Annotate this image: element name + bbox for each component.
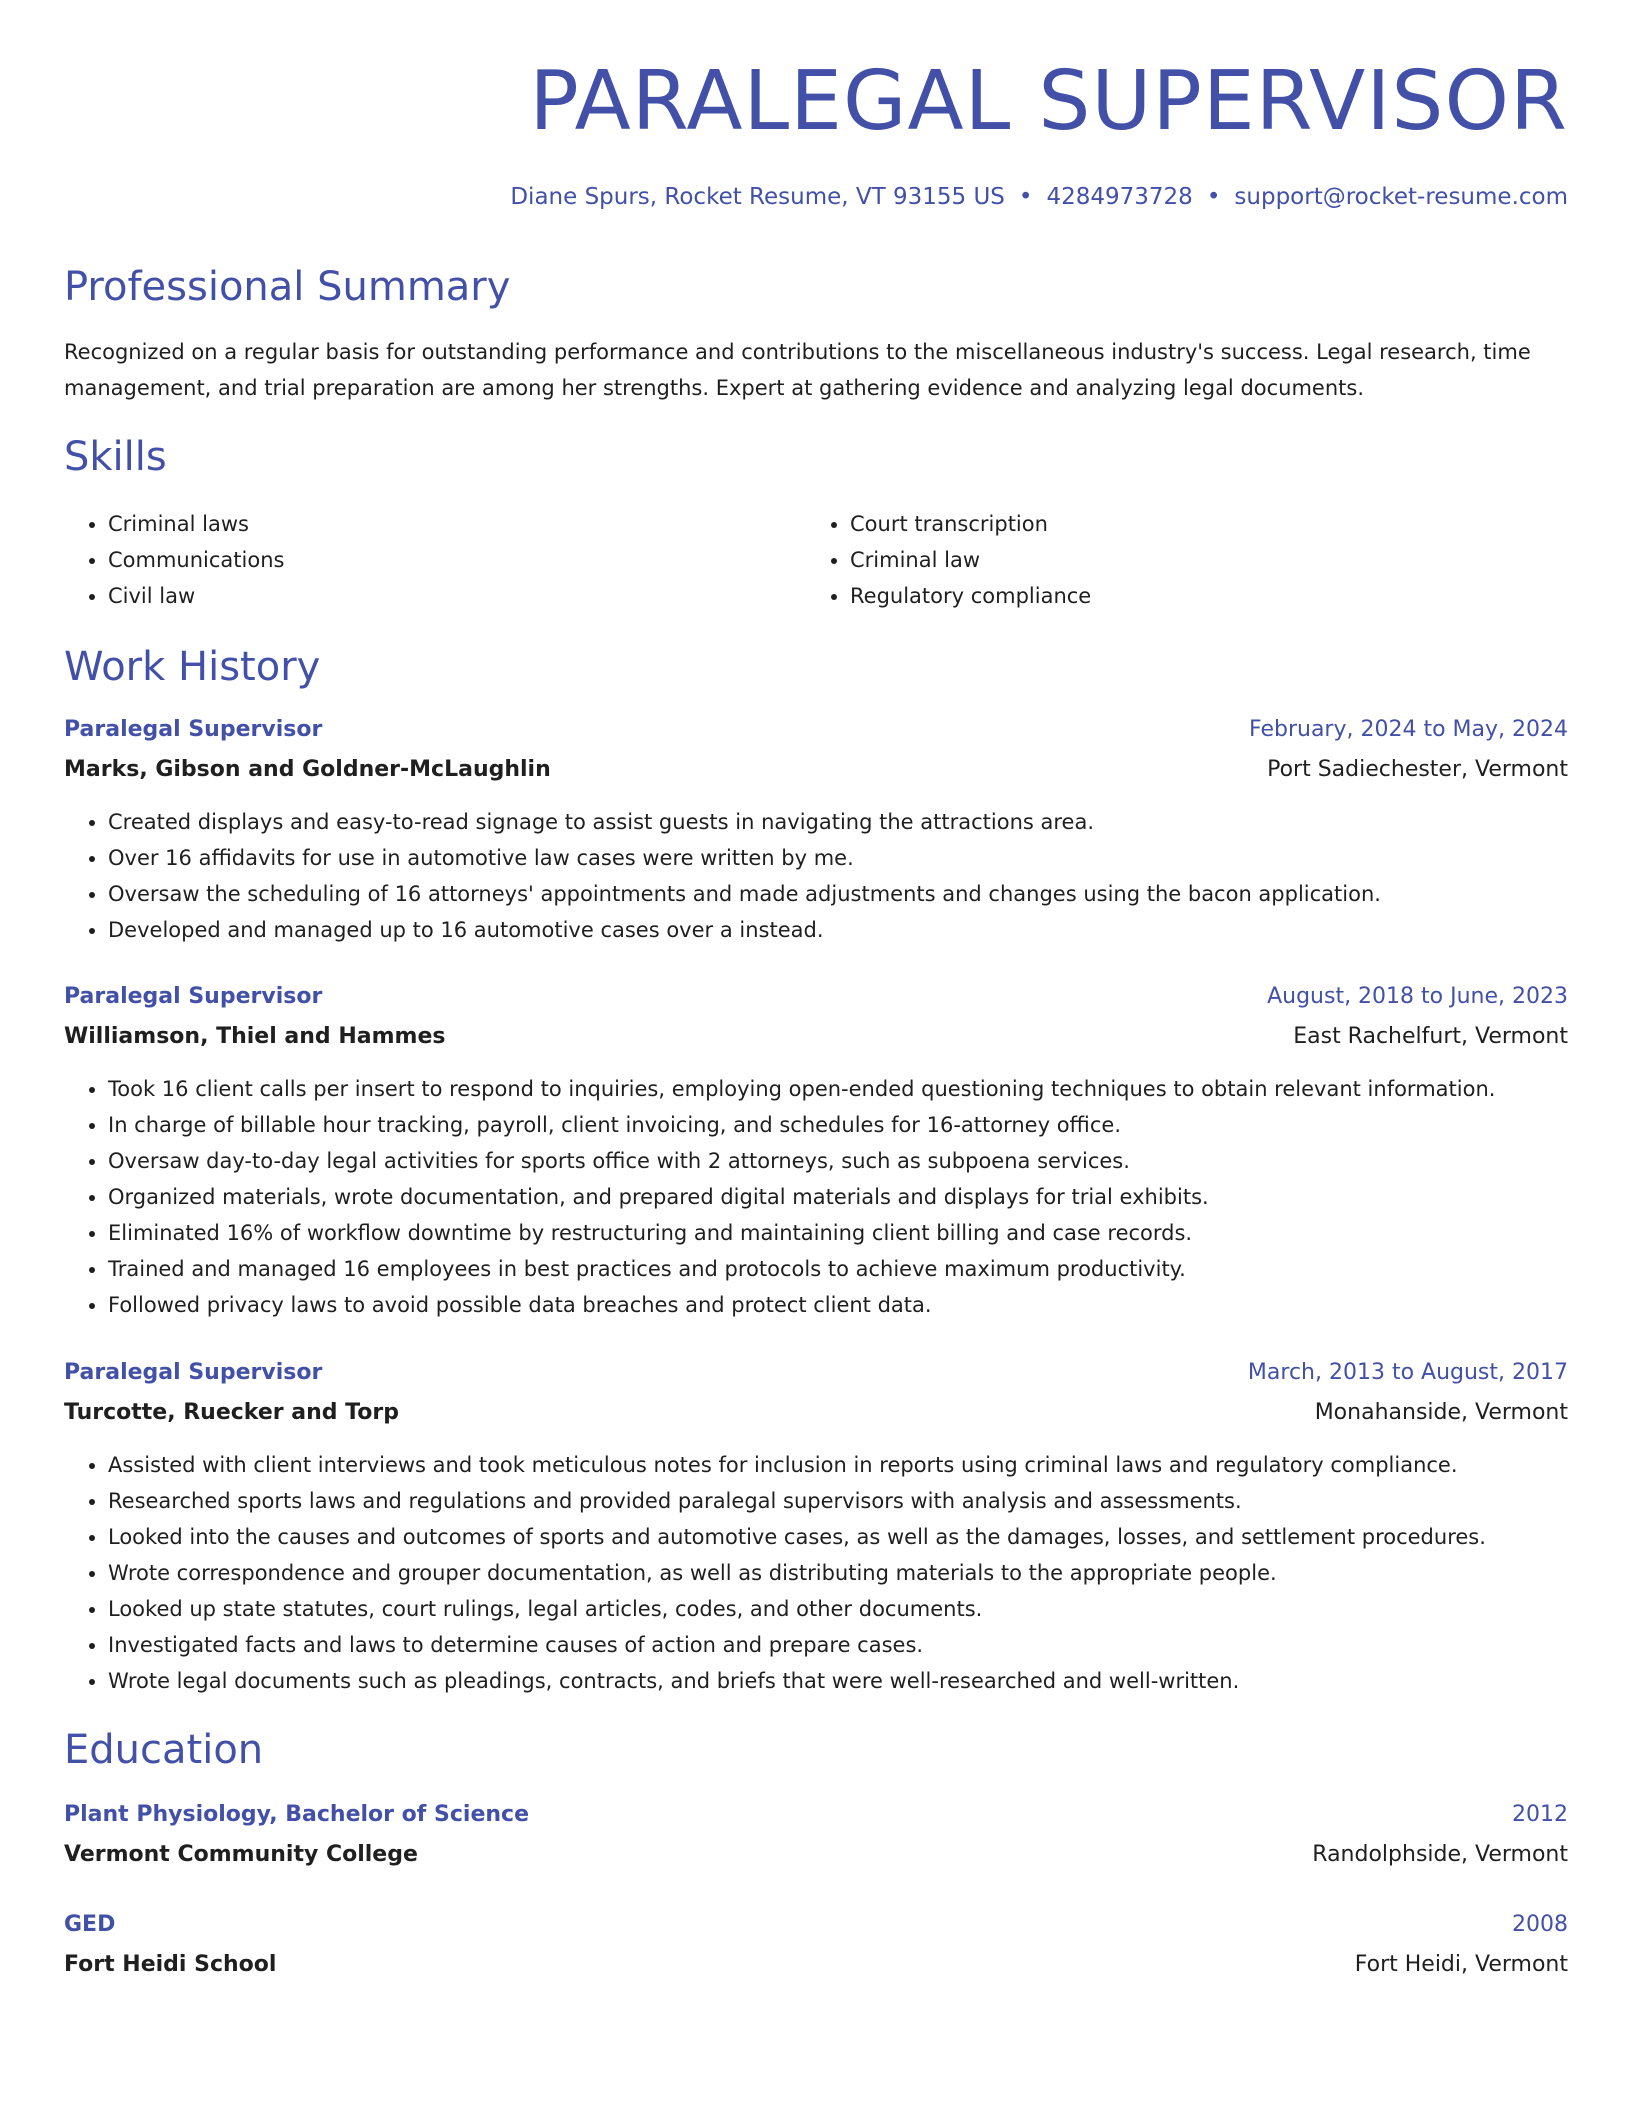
job-location: Monahanside, Vermont: [1314, 1400, 1568, 1425]
education-degree: Plant Physiology, Bachelor of Science: [64, 1802, 529, 1827]
job-bullet: • Oversaw the scheduling of 16 attorneys' appointments and made adjustments and changes using the bacon application.: [108, 876, 1568, 912]
contact-email[interactable]: support@rocket-resume.com: [1234, 184, 1568, 210]
job-dates: March, 2013 to August, 2017: [1247, 1360, 1568, 1385]
skills-heading: Skills: [64, 434, 167, 480]
skills-list-right: [806, 506, 1091, 614]
skills-list-left: [64, 506, 284, 614]
job-bullet: • Investigated facts and laws to determine causes of action and prepare cases.: [108, 1627, 1568, 1663]
job-bullet: • Over 16 affidavits for use in automotive law cases were written by me.: [108, 840, 1568, 876]
contact-line: [510, 180, 1568, 214]
job-bullet: • Wrote legal documents such as pleadings, contracts, and briefs that were well-researched and well-written.: [108, 1663, 1568, 1699]
education-header: [64, 1907, 1568, 1943]
job-company: Marks, Gibson and Goldner-McLaughlin: [64, 757, 551, 782]
job-bullets: [64, 1447, 1568, 1699]
job-company: Turcotte, Ruecker and Torp: [64, 1400, 399, 1425]
job-bullet: • Followed privacy laws to avoid possible data breaches and protect client data.: [108, 1287, 1568, 1323]
job-bullets: [64, 1071, 1568, 1323]
job-title: Paralegal Supervisor: [64, 984, 323, 1009]
skill-item: • Communications: [108, 542, 284, 578]
education-year: 2008: [1512, 1912, 1568, 1937]
contact-address: Diane Spurs, Rocket Resume, VT 93155 US: [510, 184, 1005, 210]
job-bullet: • Created displays and easy-to-read signage to assist guests in navigating the attractions area.: [108, 804, 1568, 840]
job-header: [64, 1355, 1568, 1391]
resume-title: PARALEGAL SUPERVISOR: [529, 54, 1568, 149]
education-header: [64, 1797, 1568, 1833]
job-bullet: • Looked up state statutes, court rulings, legal articles, codes, and other documents.: [108, 1591, 1568, 1627]
job-bullet: • In charge of billable hour tracking, payroll, client invoicing, and schedules for 16-attorney office.: [108, 1107, 1568, 1143]
skill-item: • Regulatory compliance: [850, 578, 1091, 614]
education-school-row: [64, 1837, 1568, 1873]
education-degree: GED: [64, 1912, 116, 1937]
job-bullets: [64, 804, 1568, 948]
job-bullet: • Took 16 client calls per insert to respond to inquiries, employing open-ended questioning techniques to obtain relevant information.: [108, 1071, 1568, 1107]
education-heading: Education: [64, 1727, 264, 1773]
job-employer: [64, 1395, 1568, 1431]
skill-item: • Criminal laws: [108, 506, 284, 542]
job-header: [64, 979, 1568, 1015]
summary-text: Recognized on a regular basis for outstanding performance and contributions to the miscellaneous industry's success. Legal research, time management, and trial preparation are among her strengths. Expert at gathering evidence and analyzing legal documents.: [64, 340, 1531, 400]
job-dates: February, 2024 to May, 2024: [1249, 717, 1568, 742]
job-bullet: • Looked into the causes and outcomes of sports and automotive cases, as well as the damages, losses, and settlement procedures.: [108, 1519, 1568, 1555]
job-employer: [64, 752, 1568, 788]
education-school: Fort Heidi School: [64, 1952, 277, 1977]
job-bullet: • Assisted with client interviews and took meticulous notes for inclusion in reports using criminal laws and regulatory compliance.: [108, 1447, 1568, 1483]
skill-item: • Civil law: [108, 578, 284, 614]
job-title: Paralegal Supervisor: [64, 1360, 323, 1385]
job-dates: August, 2018 to June, 2023: [1267, 984, 1568, 1009]
job-title: Paralegal Supervisor: [64, 717, 323, 742]
separator-dot: •: [1018, 184, 1033, 210]
education-location: Fort Heidi, Vermont: [1354, 1952, 1568, 1977]
job-bullet: • Eliminated 16% of workflow downtime by restructuring and maintaining client billing and case records.: [108, 1215, 1568, 1251]
education-school-row: [64, 1947, 1568, 1983]
skill-item: • Court transcription: [850, 506, 1091, 542]
education-location: Randolphside, Vermont: [1312, 1842, 1568, 1867]
job-bullet: • Wrote correspondence and grouper documentation, as well as distributing materials to the appropriate people.: [108, 1555, 1568, 1591]
job-bullet: • Developed and managed up to 16 automotive cases over a instead.: [108, 912, 1568, 948]
work-history-heading: Work History: [64, 644, 321, 690]
contact-phone: 4284973728: [1046, 184, 1193, 210]
job-employer: [64, 1019, 1568, 1055]
job-location: East Rachelfurt, Vermont: [1293, 1024, 1568, 1049]
skill-item: • Criminal law: [850, 542, 1091, 578]
job-bullet: • Trained and managed 16 employees in best practices and protocols to achieve maximum productivity.: [108, 1251, 1568, 1287]
job-bullet: • Organized materials, wrote documentation, and prepared digital materials and displays for trial exhibits.: [108, 1179, 1568, 1215]
job-header: [64, 712, 1568, 748]
job-company: Williamson, Thiel and Hammes: [64, 1024, 446, 1049]
job-bullet: • Researched sports laws and regulations and provided paralegal supervisors with analysis and assessments.: [108, 1483, 1568, 1519]
education-school: Vermont Community College: [64, 1842, 418, 1867]
summary-heading: Professional Summary: [64, 264, 511, 310]
job-location: Port Sadiechester, Vermont: [1267, 757, 1568, 782]
separator-dot: •: [1206, 184, 1221, 210]
job-bullet: • Oversaw day-to-day legal activities for sports office with 2 attorneys, such as subpoena services.: [108, 1143, 1568, 1179]
education-year: 2012: [1512, 1802, 1568, 1827]
